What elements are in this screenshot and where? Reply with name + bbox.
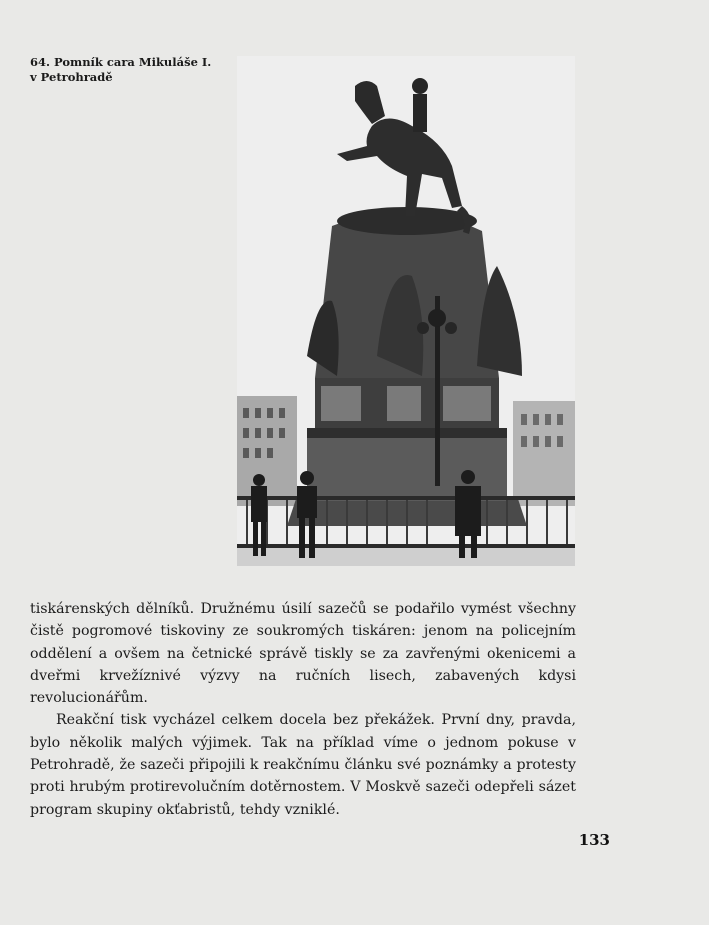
caption-line-2: v Petrohradě: [30, 70, 113, 84]
monument-photograph: [237, 56, 575, 566]
paragraph-1: tiskárenských dělníků. Družnému úsilí sazečů se podařilo vymést všechny čistě pogromové tiskoviny ze soukromých tiskáren: jenom na policejním oddělení a ovšem na četnické správě tiskly se za zavřenými okenicemi a dveřmi krvežíznivé výzvy na ručních lisech, zabavených kdysi revolucionářům.: [30, 601, 576, 707]
page-number: 133: [578, 831, 610, 849]
monument-illustration: [237, 56, 575, 566]
paragraph-2: Reakční tisk vycházel celkem docela bez překážek. První dny, pravda, bylo několik malých výjimek. Tak na příklad víme o jednom pokuse v Petrohradě, že sazeči připojili k reakčnímu článku své poznámky a protesty proti hrubým protirevolučním dotěrnostem. V Moskvě sazeči odepřeli sázet program skupiny okťabristů, tehdy vzniklé.: [30, 712, 576, 818]
body-text: [30, 598, 576, 821]
figure-caption: [30, 55, 230, 85]
caption-line-1: 64. Pomník cara Mikuláše I.: [30, 55, 212, 69]
